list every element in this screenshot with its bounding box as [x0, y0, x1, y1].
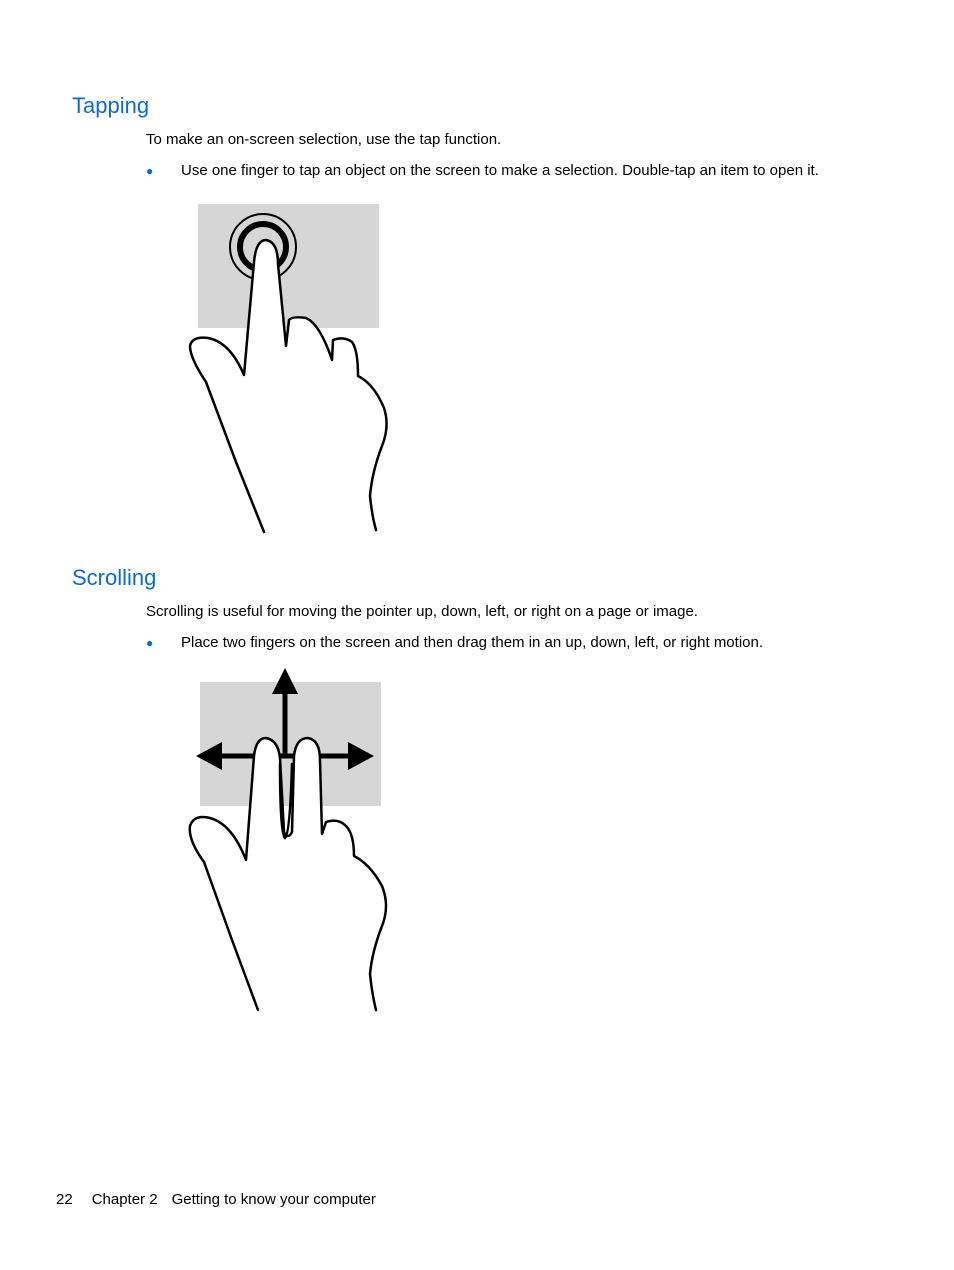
tap-gesture-illustration [186, 200, 396, 536]
tapping-bullet-text: Use one finger to tap an object on the screen to make a selection. Double-tap an item to open it. [181, 162, 819, 179]
footer-chapter: Chapter 2 [91, 1191, 158, 1208]
section-title-scrolling: Scrolling [72, 565, 157, 590]
arrow-up-icon [272, 668, 298, 694]
tapping-intro: To make an on-screen selection, use the tap function. [146, 131, 502, 148]
footer-chapter-title: Getting to know your computer [171, 1191, 376, 1208]
scroll-gesture-illustration [186, 664, 396, 1014]
scrolling-bullet-text: Place two fingers on the screen and then drag them in an up, down, left, or right motion. [181, 634, 764, 651]
bullet-icon: ● [146, 636, 154, 650]
page-footer [56, 1191, 376, 1209]
section-title-tapping: Tapping [72, 93, 150, 118]
page-number: 22 [56, 1191, 73, 1208]
bullet-icon: ● [146, 164, 154, 178]
scrolling-intro: Scrolling is useful for moving the pointer up, down, left, or right on a page or image. [146, 603, 698, 620]
